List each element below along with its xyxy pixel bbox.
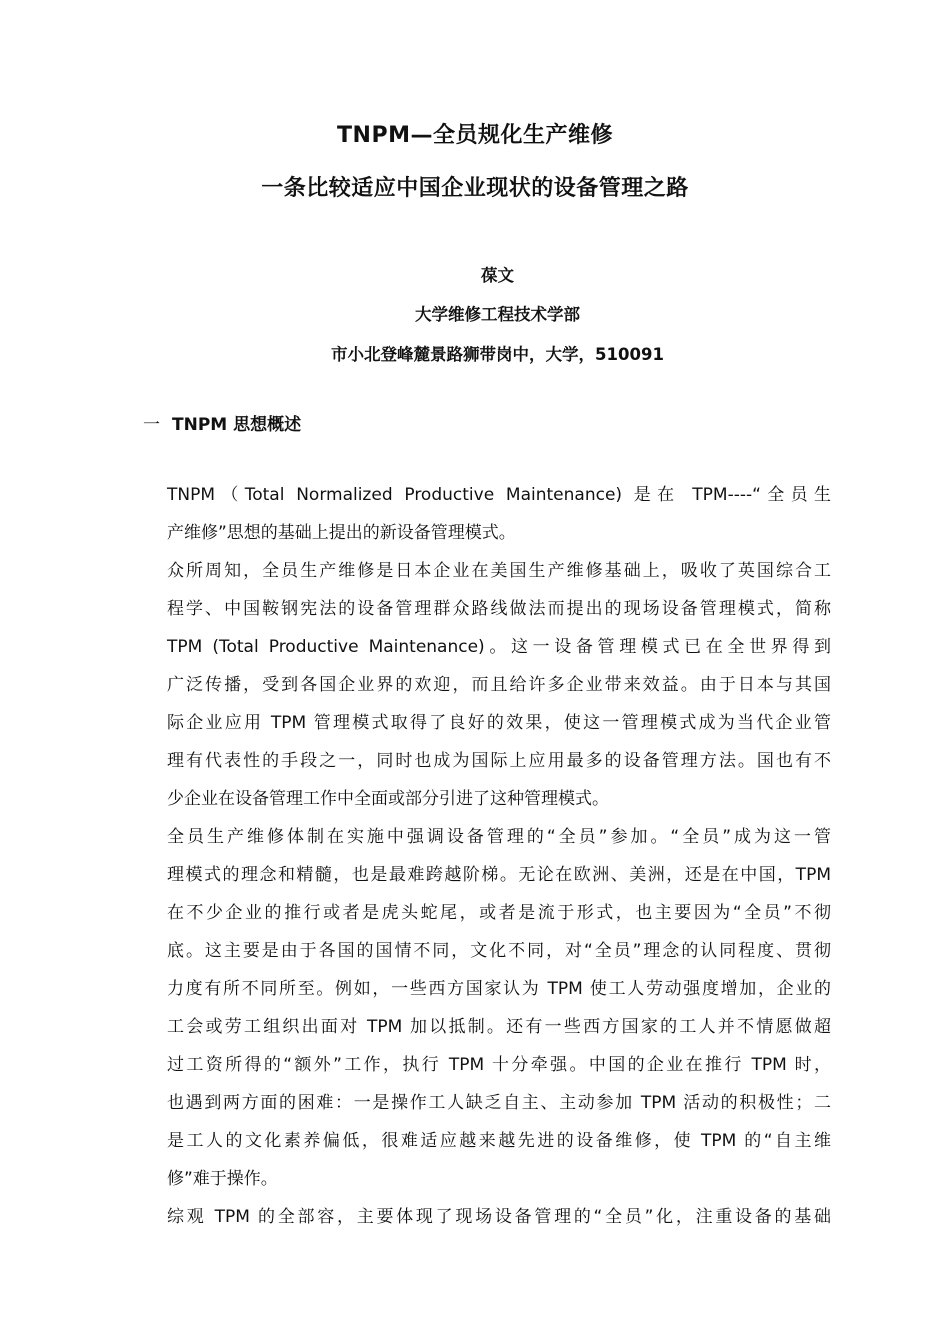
body-line: 际企业应用 TPM 管理模式取得了良好的效果，使这一管理模式成为当代企业管: [167, 713, 831, 733]
section-heading: [143, 410, 301, 435]
body-line: 也遇到两方面的困难：一是操作工人缺乏自主、主动参加 TPM 活动的积极性；二: [167, 1093, 831, 1113]
author-address: 市小北登峰麓景路狮带岗中，大学，510091: [331, 345, 664, 364]
body-line: 广泛传播，受到各国企业界的欢迎，而且给许多企业带来效益。由于日本与其国: [167, 675, 831, 695]
body-text: [167, 476, 831, 1236]
body-line: 修”难于操作。: [167, 1169, 278, 1189]
body-line: 全员生产维修体制在实施中强调设备管理的“全员”参加。“全员”成为这一管: [167, 827, 831, 847]
body-line: 理模式的理念和精髓，也是最难跨越阶梯。无论在欧洲、美洲，还是在中国，TPM: [167, 865, 831, 885]
title-line-2: 一条比较适应中国企业现状的设备管理之路: [261, 176, 689, 201]
body-line: 综观 TPM 的全部容，主要体现了现场设备管理的“全员”化，注重设备的基础: [167, 1207, 831, 1227]
body-line: 力度有所不同所至。例如，一些西方国家认为 TPM 使工人劳动强度增加，企业的: [167, 979, 831, 999]
section-number: 一: [143, 415, 160, 435]
title-line-1: TNPM—全员规化生产维修: [337, 123, 613, 148]
author-name: 葆文: [481, 266, 514, 285]
body-line: 过工资所得的“额外”工作，执行 TPM 十分牵强。中国的企业在推行 TPM 时，: [167, 1055, 831, 1075]
section-title: TNPM 思想概述: [172, 415, 302, 435]
body-line: 程学、中国鞍钢宪法的设备管理群众路线做法而提出的现场设备管理模式，简称: [167, 599, 831, 619]
body-line: 少企业在设备管理工作中全面或部分引进了这种管理模式。: [167, 789, 609, 809]
body-line: 底。这主要是由于各国的国情不同，文化不同，对“全员”理念的认同程度、贯彻: [167, 941, 831, 961]
body-line: 在不少企业的推行或者是虎头蛇尾，或者是流于形式，也主要因为“全员”不彻: [167, 903, 831, 923]
body-line: 理有代表性的手段之一，同时也成为国际上应用最多的设备管理方法。国也有不: [167, 751, 831, 771]
body-line: TNPM（Total Normalized Productive Maintenance) 是在 TPM----“全员生: [167, 485, 831, 505]
body-line: 是工人的文化素养偏低，很难适应越来越先进的设备维修，使 TPM 的“自主维: [167, 1131, 831, 1151]
body-line: 产维修”思想的基础上提出的新设备管理模式。: [167, 523, 516, 543]
body-line: 众所周知，全员生产维修是日本企业在美国生产维修基础上，吸收了英国综合工: [167, 561, 831, 581]
author-department: 大学维修工程技术学部: [415, 305, 580, 324]
body-line: 工会或劳工组织出面对 TPM 加以抵制。还有一些西方国家的工人并不情愿做超: [167, 1017, 831, 1037]
body-line: TPM (Total Productive Maintenance)。这一设备管理模式已在全世界得到: [167, 637, 831, 657]
